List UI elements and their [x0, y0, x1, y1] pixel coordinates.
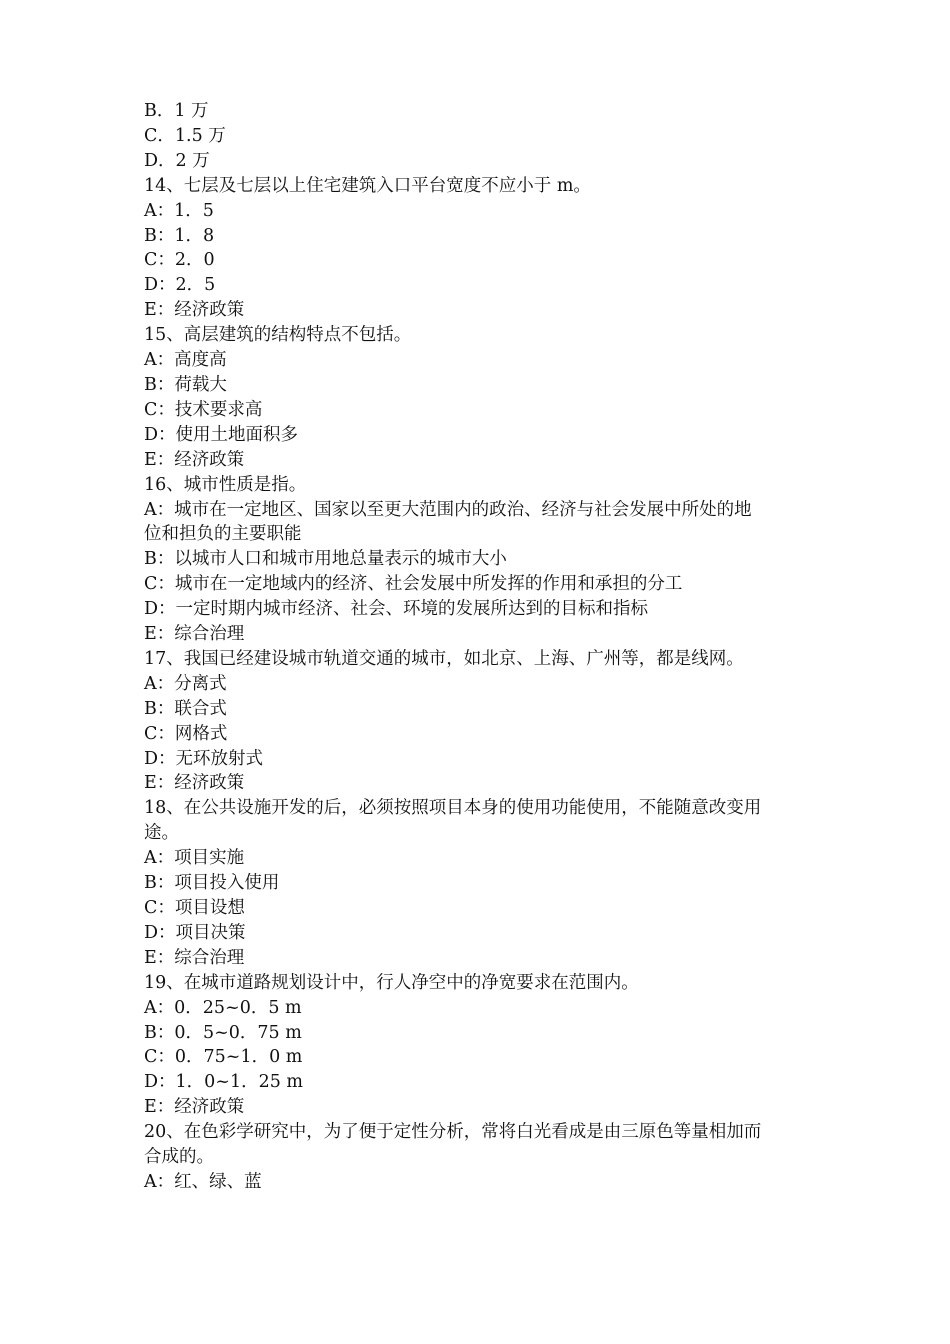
text-line: B：联合式: [144, 698, 227, 719]
text-line: B：项目投入使用: [144, 873, 280, 894]
text-line: D：使用土地面积多: [144, 424, 299, 445]
text-line: B：以城市人口和城市用地总量表示的城市大小: [144, 549, 507, 570]
text-line: 合成的。: [144, 1147, 214, 1168]
text-line: D：1．0~1．25 m: [144, 1072, 304, 1093]
text-line: E：经济政策: [144, 773, 245, 794]
text-line: C：城市在一定地域内的经济、社会发展中所发挥的作用和承担的分工: [144, 574, 683, 595]
text-line: D．2 万: [144, 150, 210, 171]
text-line: E：综合治理: [144, 624, 245, 645]
question-15: 15、高层建筑的结构特点不包括。: [144, 325, 412, 346]
question-14: 14、七层及七层以上住宅建筑入口平台宽度不应小于 m。: [144, 175, 591, 196]
question-19: 19、在城市道路规划设计中，行人净空中的净宽要求在范围内。: [144, 972, 639, 993]
text-line: C．1.5 万: [144, 125, 226, 146]
text-line: 途。: [144, 823, 179, 844]
text-line: A：城市在一定地区、国家以至更大范围内的政治、经济与社会发展中所处的地: [144, 499, 752, 520]
text-line: C：技术要求高: [144, 399, 263, 420]
text-line: E：经济政策: [144, 300, 245, 321]
text-line: A：分离式: [144, 673, 227, 694]
text-line: E：经济政策: [144, 449, 245, 470]
text-line: C：项目设想: [144, 898, 245, 918]
text-line: B：1．8: [144, 225, 215, 246]
text-line: A：红、绿、蓝: [144, 1171, 262, 1192]
text-line: B：荷载大: [144, 374, 227, 395]
text-line: A：高度高: [144, 350, 227, 371]
text-line: A：1．5: [144, 200, 214, 221]
text-line: B：0．5~0．75 m: [144, 1022, 302, 1043]
text-line: A：0．25~0．5 m: [144, 997, 302, 1018]
question-18: 18、在公共设施开发的后，必须按照项目本身的使用功能使用，不能随意改变用: [144, 798, 762, 819]
text-line: D：2．5: [144, 275, 216, 296]
text-line: D：无环放射式: [144, 748, 264, 769]
text-line: D：项目决策: [144, 922, 246, 943]
text-line: C：0．75~1．0 m: [144, 1047, 303, 1068]
question-16: 16、城市性质是指。: [144, 474, 307, 495]
text-line: C：网格式: [144, 723, 228, 744]
text-line: B．1 万: [144, 101, 209, 121]
document-body: [144, 99, 814, 1195]
text-line: A：项目实施: [144, 848, 245, 869]
text-line: D：一定时期内城市经济、社会、环境的发展所达到的目标和指标: [144, 599, 649, 620]
text-line: E：综合治理: [144, 947, 245, 968]
question-20: 20、在色彩学研究中，为了便于定性分析，常将白光看成是由三原色等量相加而: [144, 1122, 762, 1143]
question-17: 17、我国已经建设城市轨道交通的城市，如北京、上海、广州等，都是线网。: [144, 648, 744, 669]
text-line: C：2．0: [144, 250, 215, 271]
text-line: 位和担负的主要职能: [144, 524, 302, 545]
text-line: E：经济政策: [144, 1097, 245, 1118]
